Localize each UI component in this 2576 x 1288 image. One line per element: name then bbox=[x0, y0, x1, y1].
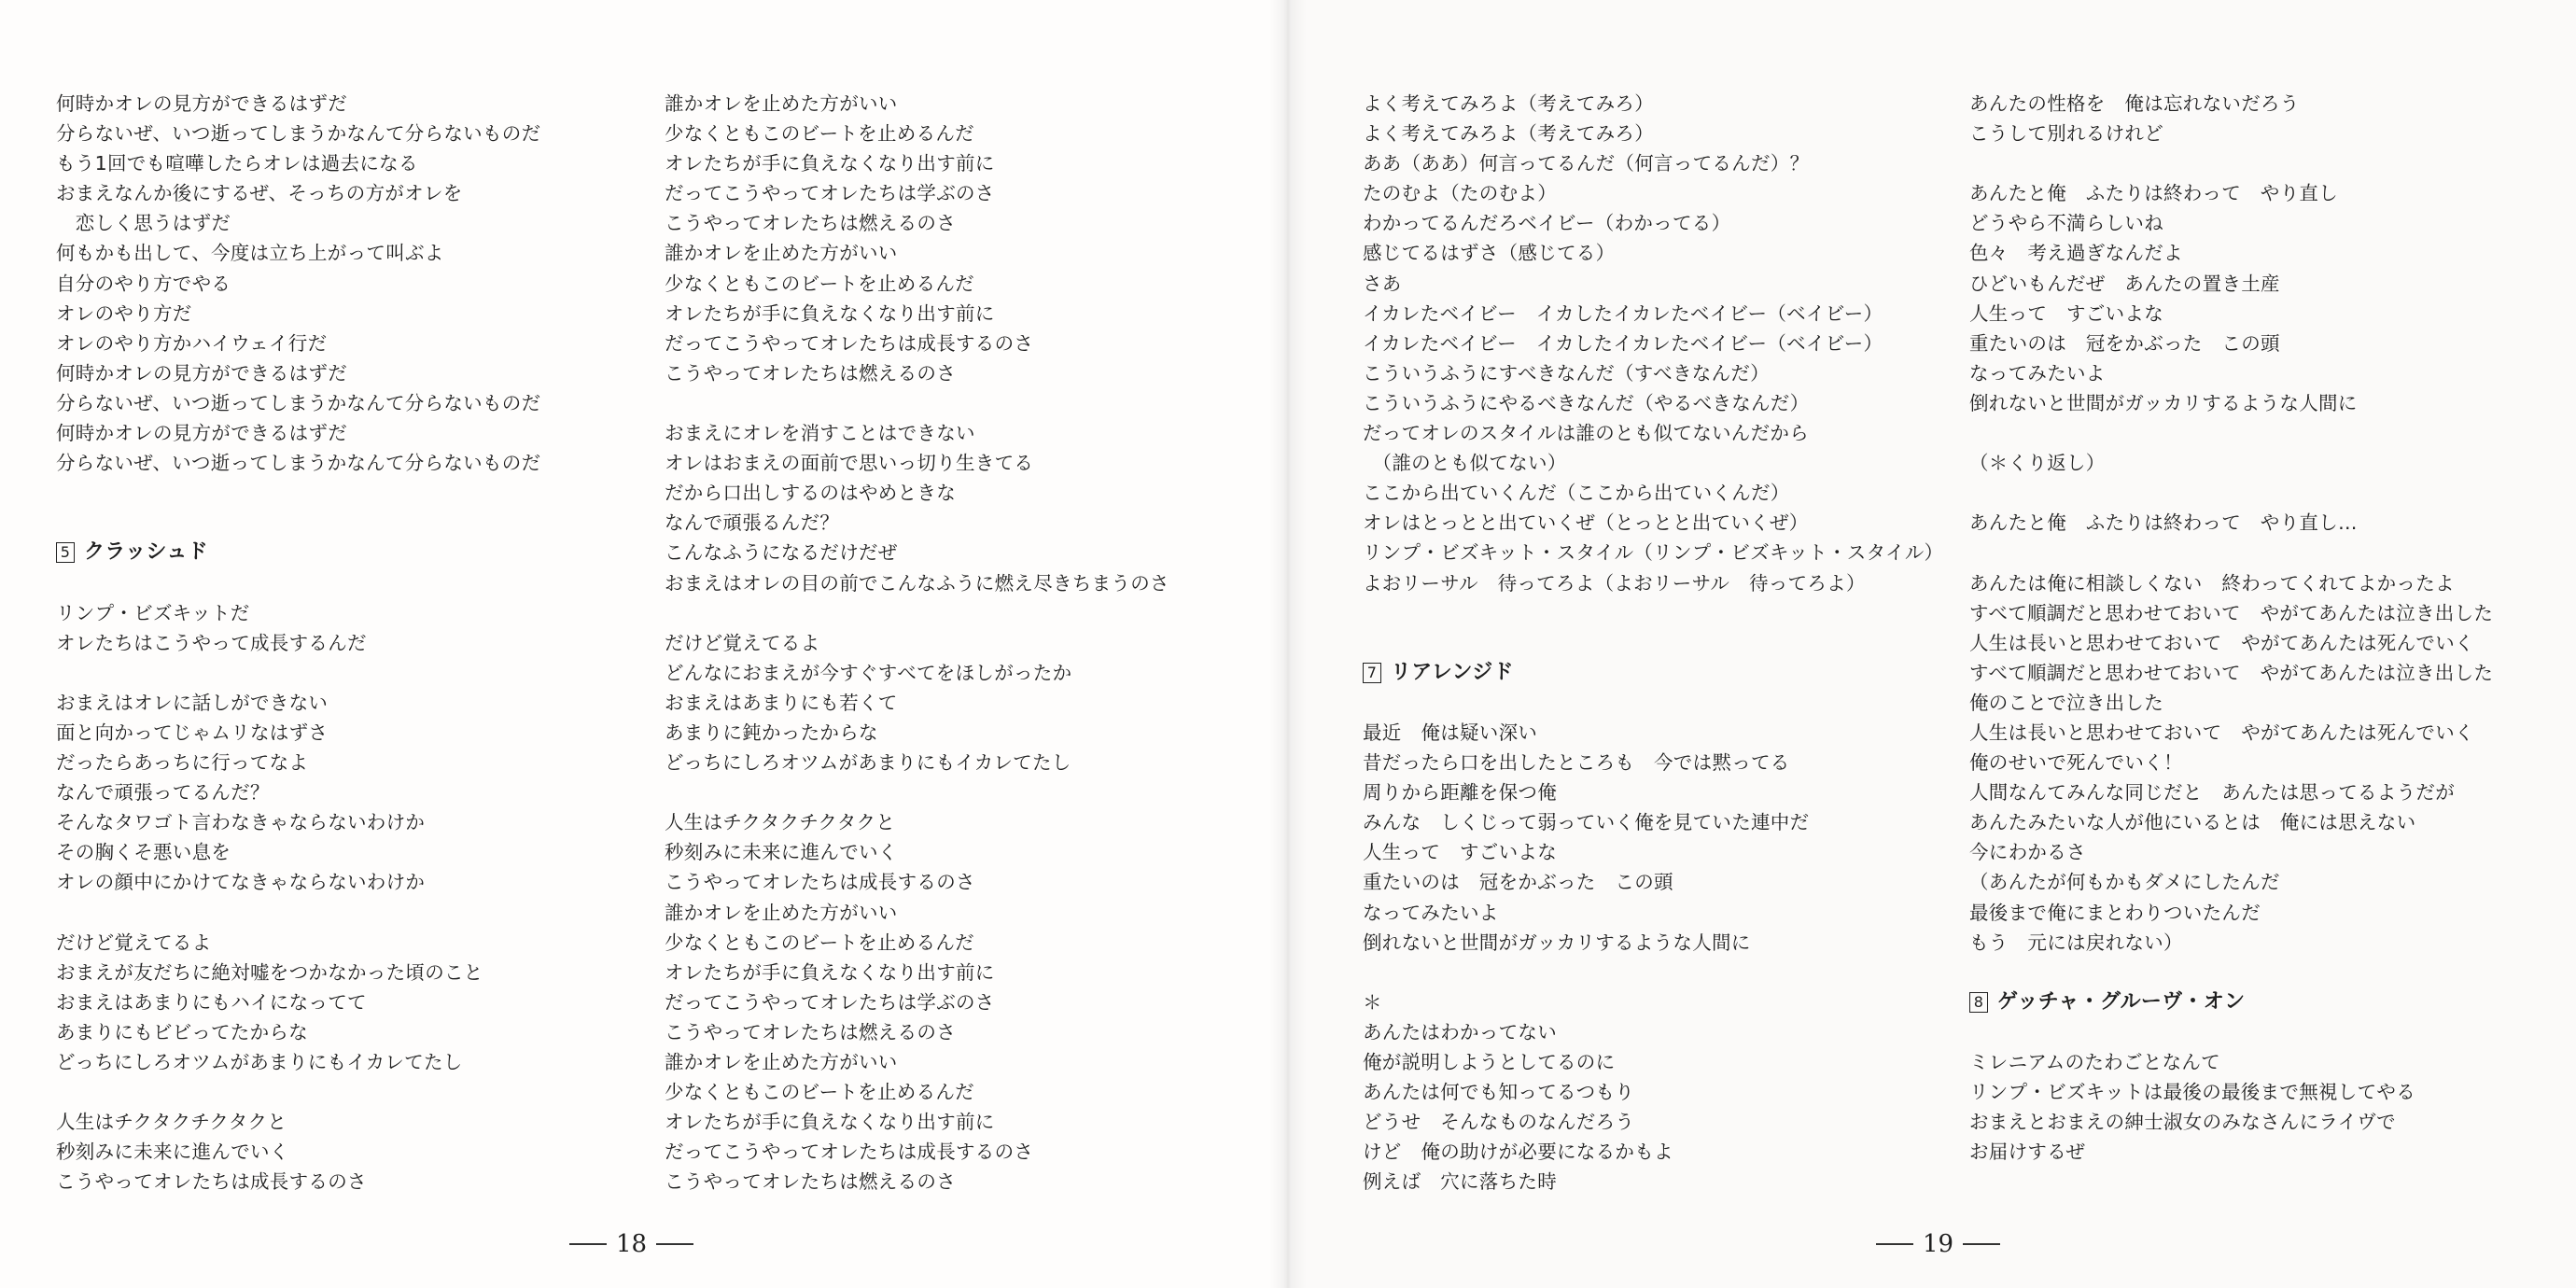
stanza-gap bbox=[1363, 688, 1943, 718]
lyric-line: 人生はチクタクチクタクと bbox=[665, 811, 896, 834]
lyric-line: すべて順調だと思わせておいて やがてあんたは泣き出した bbox=[1969, 601, 2494, 624]
lyric-line: なんで頑張るんだ？ bbox=[665, 511, 840, 535]
lyric-line: こうして別れるけれど bbox=[1969, 122, 2163, 146]
lyric-line: だってこうやってオレたちは学ぶのさ bbox=[665, 990, 995, 1014]
lyric-line: 何時かオレの見方ができるはずだ bbox=[56, 422, 347, 445]
lyric-line: おまえなんか後にするぜ、そっちの方がオレを bbox=[56, 182, 463, 205]
lyric-line: 重たいのは 冠をかぶった この頭 bbox=[1969, 331, 2280, 355]
lyric-line: なんで頑張ってるんだ？ bbox=[56, 781, 270, 805]
page-number: 19 bbox=[1923, 1230, 1954, 1258]
lyric-line: こうやってオレたちは燃えるのさ bbox=[665, 212, 956, 235]
lyric-line: だけど覚えてるよ bbox=[665, 631, 820, 654]
lyric-line: 例えば 穴に落ちた時 bbox=[1363, 1170, 1557, 1194]
stanza-gap bbox=[1969, 538, 2493, 567]
lyric-line: 面と向かってじゃムリなはずさ bbox=[56, 721, 329, 744]
lyric-line: おまえはあまりにも若くて bbox=[665, 691, 898, 714]
lyric-line: （あんたが何もかもダメにしたんだ bbox=[1969, 871, 2280, 894]
lyric-line: 昔だったら口を出したところも 今では黙ってる bbox=[1363, 751, 1790, 775]
track-number-box: 7 bbox=[1363, 663, 1381, 683]
stanza-gap bbox=[56, 568, 540, 598]
lyric-line: 重たいのは 冠をかぶった この頭 bbox=[1363, 871, 1673, 894]
lyric-line: どっちにしろオツムがあまりにもイカレてたし bbox=[665, 751, 1071, 775]
lyric-line: 感じてるはずさ（感じてる） bbox=[1363, 242, 1616, 265]
song-title: ゲッチャ・グルーヴ・オン bbox=[1997, 989, 2246, 1014]
stanza-gap bbox=[665, 598, 1169, 628]
lyric-line: オレたちが手に負えなくなり出す前に bbox=[665, 301, 995, 325]
folio-rule bbox=[1963, 1243, 2000, 1245]
lyric-line: そんなタワゴト言わなきゃならないわけか bbox=[56, 811, 426, 834]
lyric-line: その胸くそ悪い息を bbox=[56, 841, 231, 864]
lyrics-column bbox=[56, 89, 540, 1197]
lyric-line: オレたちが手に負えなくなり出す前に bbox=[665, 1111, 995, 1134]
lyrics-column bbox=[665, 89, 1169, 1197]
lyric-line: 人生はチクタクチクタクと bbox=[56, 1111, 287, 1134]
stanza-gap bbox=[56, 508, 540, 538]
lyric-line: もう1回でも喧嘩したらオレは過去になる bbox=[56, 152, 418, 175]
lyric-line: （誰のとも似てない） bbox=[1363, 452, 1567, 475]
lyric-line: すべて順調だと思わせておいて やがてあんたは泣き出した bbox=[1969, 661, 2494, 684]
lyric-line: あまりに鈍かったからな bbox=[665, 721, 878, 744]
lyric-line: オレのやり方だ bbox=[56, 301, 192, 325]
lyric-line: 秒刻みに未来に進んでいく bbox=[665, 841, 898, 864]
song-title: クラッシュド bbox=[84, 540, 208, 565]
lyric-line: あんたはわかってない bbox=[1363, 1020, 1557, 1043]
lyric-line: わかってるんだろベイビー（わかってる） bbox=[1363, 212, 1731, 235]
track-number-box: 8 bbox=[1969, 992, 1988, 1013]
stanza-gap bbox=[56, 1077, 540, 1107]
lyric-line: こうやってオレたちは成長するのさ bbox=[56, 1170, 367, 1194]
stanza-gap bbox=[56, 898, 540, 928]
lyric-line: どっちにしろオツムがあまりにもイカレてたし bbox=[56, 1051, 463, 1073]
lyric-line: 周りから距離を保つ俺 bbox=[1363, 781, 1557, 805]
lyric-line: ああ（ああ）何言ってるんだ（何言ってるんだ）？ bbox=[1363, 152, 1810, 175]
lyric-line: けど 俺の助けが必要になるかもよ bbox=[1363, 1141, 1673, 1164]
page-number: 18 bbox=[616, 1230, 648, 1258]
lyric-line: だから口出しするのはやめときな bbox=[665, 482, 956, 505]
lyric-line: 少なくともこのビートを止めるんだ bbox=[665, 272, 974, 295]
lyric-line: ミレニアムのたわごとなんて bbox=[1969, 1051, 2220, 1073]
lyric-line: みんな しくじって弱っていく俺を見ていた連中だ bbox=[1363, 811, 1810, 834]
lyric-line: 誰かオレを止めた方がいい bbox=[665, 242, 898, 265]
stanza-gap bbox=[1363, 598, 1943, 628]
stanza-gap bbox=[665, 777, 1169, 807]
lyric-line: こうやってオレたちは成長するのさ bbox=[665, 871, 975, 894]
lyric-line: イカレたベイビー イカしたイカレたベイビー（ベイビー） bbox=[1363, 301, 1883, 325]
lyric-line: 人間なんてみんな同じだと あんたは思ってるようだが bbox=[1969, 781, 2455, 805]
lyrics-column bbox=[1969, 89, 2493, 1167]
lyric-line: 今にわかるさ bbox=[1969, 841, 2086, 864]
song-heading bbox=[56, 538, 540, 567]
lyric-line: なってみたいよ bbox=[1969, 361, 2106, 385]
lyric-line: 秒刻みに未来に進んでいく bbox=[56, 1141, 289, 1164]
lyric-line: どうやら不満らしいね bbox=[1969, 212, 2163, 235]
folio-rule bbox=[569, 1243, 607, 1245]
lyric-line: 色々 考え過ぎなんだよ bbox=[1969, 242, 2183, 265]
folio-rule bbox=[656, 1243, 693, 1245]
lyric-line: 誰かオレを止めた方がいい bbox=[665, 1051, 898, 1073]
lyric-line: もう 元には戻れない） bbox=[1969, 931, 2183, 954]
lyric-line: 人生って すごいよな bbox=[1363, 841, 1557, 864]
lyric-line: 誰かオレを止めた方がいい bbox=[665, 92, 898, 115]
lyric-line: 人生って すごいよな bbox=[1969, 301, 2163, 325]
lyric-line: こういうふうにすべきなんだ（すべきなんだ） bbox=[1363, 361, 1770, 385]
lyric-line: だってオレのスタイルは誰のとも似てないんだから bbox=[1363, 422, 1809, 445]
lyric-line: 最近 俺は疑い深い bbox=[1363, 721, 1538, 744]
lyric-line: なってみたいよ bbox=[1363, 901, 1499, 924]
lyric-line: 恋しく思うはずだ bbox=[56, 212, 231, 235]
lyric-line: おまえが友だちに絶対嘘をつかなかった頃のこと bbox=[56, 960, 483, 984]
lyric-line: おまえはあまりにもハイになってて bbox=[56, 990, 367, 1014]
lyric-line: 少なくともこのビートを止めるんだ bbox=[665, 1081, 974, 1104]
lyric-line: だったらあっちに行ってなよ bbox=[56, 751, 309, 775]
lyric-line: どんなにおまえが今すぐすべてをほしがったか bbox=[665, 661, 1072, 684]
stanza-gap bbox=[1969, 1017, 2493, 1047]
stanza-gap bbox=[56, 478, 540, 508]
lyric-line: オレはとっとと出ていくぜ（とっとと出ていくぜ） bbox=[1363, 511, 1809, 535]
song-heading bbox=[1363, 658, 1943, 688]
lyric-line: おまえとおまえの紳士淑女のみなさんにライヴで bbox=[1969, 1111, 2396, 1134]
stanza-gap bbox=[56, 658, 540, 688]
lyric-line: リンプ・ビズキットだ bbox=[56, 601, 250, 624]
lyric-line: オレはおまえの面前で思いっ切り生きてる bbox=[665, 452, 1034, 475]
page-number-footer bbox=[1876, 1230, 2000, 1258]
lyric-line: 分らないぜ、いつ逝ってしまうかなんて分らないものだ bbox=[56, 122, 541, 146]
lyric-line: こんなふうになるだけだぜ bbox=[665, 541, 898, 565]
lyric-line: 俺が説明しようとしてるのに bbox=[1363, 1051, 1616, 1073]
lyric-line: 倒れないと世間がガッカリするような人間に bbox=[1363, 931, 1751, 954]
lyric-line: こうやってオレたちは燃えるのさ bbox=[665, 361, 956, 385]
lyric-line: だってこうやってオレたちは学ぶのさ bbox=[665, 182, 995, 205]
lyric-line: 少なくともこのビートを止めるんだ bbox=[665, 931, 974, 954]
lyric-line: （＊くり返し） bbox=[1969, 452, 2106, 475]
lyric-line: 誰かオレを止めた方がいい bbox=[665, 901, 898, 924]
lyrics-column bbox=[1363, 89, 1943, 1197]
lyric-line: オレたちはこうやって成長するんだ bbox=[56, 631, 367, 654]
lyric-line: お届けするぜ bbox=[1969, 1141, 2086, 1164]
stanza-gap bbox=[1969, 958, 2493, 987]
stanza-gap bbox=[1363, 958, 1943, 987]
stanza-gap bbox=[665, 388, 1169, 418]
lyric-line: おまえはオレに話しができない bbox=[56, 691, 329, 714]
lyric-line: 倒れないと世間がガッカリするような人間に bbox=[1969, 391, 2358, 414]
lyric-line: 何時かオレの見方ができるはずだ bbox=[56, 361, 347, 385]
lyric-line: だってこうやってオレたちは成長するのさ bbox=[665, 1141, 1034, 1164]
lyric-line: おまえはオレの目の前でこんなふうに燃え尽きちまうのさ bbox=[665, 571, 1169, 595]
lyric-line: さあ bbox=[1363, 272, 1402, 295]
lyric-line: オレのやり方かハイウェイ行だ bbox=[56, 331, 328, 355]
lyric-line: リンプ・ビズキット・スタイル（リンプ・ビズキット・スタイル） bbox=[1363, 541, 1944, 565]
lyric-line: 俺のせいで死んでいく！ bbox=[1969, 751, 2183, 775]
stanza-gap bbox=[1969, 418, 2493, 448]
track-number-box: 5 bbox=[56, 542, 75, 563]
stanza-gap bbox=[1969, 148, 2493, 178]
lyric-line: あまりにもビビってたからな bbox=[56, 1020, 308, 1043]
lyric-line: 分らないぜ、いつ逝ってしまうかなんて分らないものだ bbox=[56, 452, 541, 475]
stanza-gap bbox=[1969, 478, 2493, 508]
lyric-line: あんたみたいな人が他にいるとは 俺には思えない bbox=[1969, 811, 2416, 834]
lyric-line: 人生は長いと思わせておいて やがてあんたは死んでいく bbox=[1969, 631, 2474, 654]
lyric-line: リンプ・ビズキットは最後の最後まで無視してやる bbox=[1969, 1081, 2415, 1104]
lyric-line: 最後まで俺にまとわりついたんだ bbox=[1969, 901, 2261, 924]
lyric-line: 自分のやり方でやる bbox=[56, 272, 231, 295]
lyric-line: 分らないぜ、いつ逝ってしまうかなんて分らないものだ bbox=[56, 391, 541, 414]
lyric-line: こうやってオレたちは燃えるのさ bbox=[665, 1020, 956, 1043]
lyric-line: たのむよ（たのむよ） bbox=[1363, 182, 1557, 205]
lyric-line: あんたは何でも知ってるつもり bbox=[1363, 1081, 1634, 1104]
folio-rule bbox=[1876, 1243, 1913, 1245]
song-title: リアレンジド bbox=[1391, 660, 1514, 684]
lyric-line: ＊ bbox=[1363, 990, 1382, 1014]
lyric-line: 人生は長いと思わせておいて やがてあんたは死んでいく bbox=[1969, 721, 2474, 744]
book-gutter bbox=[1269, 0, 1307, 1288]
stanza-gap bbox=[1363, 628, 1943, 658]
lyric-line: ひどいもんだぜ あんたの置き土産 bbox=[1969, 272, 2280, 295]
lyric-line: ここから出ていくんだ（ここから出ていくんだ） bbox=[1363, 482, 1790, 505]
lyric-line: どうせ そんなものなんだろう bbox=[1363, 1111, 1635, 1134]
page-number-footer bbox=[569, 1230, 693, 1258]
lyric-line: 何時かオレの見方ができるはずだ bbox=[56, 92, 347, 115]
lyric-line: よく考えてみろよ（考えてみろ） bbox=[1363, 122, 1654, 146]
lyric-line: だけど覚えてるよ bbox=[56, 931, 212, 954]
lyric-line: オレの顔中にかけてなきゃならないわけか bbox=[56, 871, 426, 894]
lyric-line: こういうふうにやるべきなんだ（やるべきなんだ） bbox=[1363, 391, 1810, 414]
lyric-line: オレたちが手に負えなくなり出す前に bbox=[665, 152, 995, 175]
lyric-line: 俺のことで泣き出した bbox=[1969, 691, 2163, 714]
lyric-line: 何もかも出して、今度は立ち上がって叫ぶよ bbox=[56, 242, 444, 265]
lyric-line: こうやってオレたちは燃えるのさ bbox=[665, 1170, 956, 1194]
lyric-line: おまえにオレを消すことはできない bbox=[665, 422, 975, 445]
lyric-line: あんたの性格を 俺は忘れないだろう bbox=[1969, 92, 2300, 115]
lyric-line: だってこうやってオレたちは成長するのさ bbox=[665, 331, 1034, 355]
lyric-line: よく考えてみろよ（考えてみろ） bbox=[1363, 92, 1654, 115]
lyric-line: よおリーサル 待ってろよ（よおリーサル 待ってろよ） bbox=[1363, 571, 1866, 595]
lyric-line: あんたと俺 ふたりは終わって やり直し bbox=[1969, 182, 2338, 205]
lyric-line: オレたちが手に負えなくなり出す前に bbox=[665, 960, 995, 984]
song-heading bbox=[1969, 987, 2493, 1017]
lyric-line: あんたは俺に相談しくない 終わってくれてよかったよ bbox=[1969, 571, 2455, 595]
lyric-line: イカレたベイビー イカしたイカレたベイビー（ベイビー） bbox=[1363, 331, 1883, 355]
lyric-line: 少なくともこのビートを止めるんだ bbox=[665, 122, 974, 146]
lyric-line: あんたと俺 ふたりは終わって やり直し… bbox=[1969, 511, 2358, 535]
